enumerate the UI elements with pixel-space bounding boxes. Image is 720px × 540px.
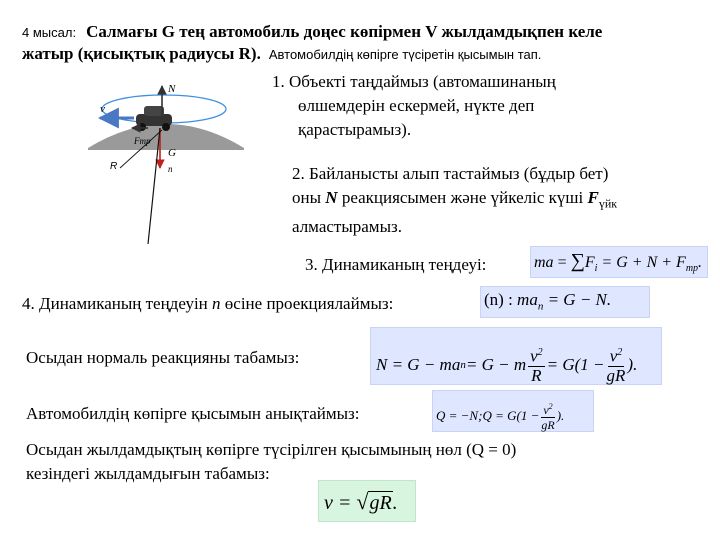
step-2-text-c: реакциясымен және үйкеліс күші <box>337 188 588 207</box>
step-1-line-3: қарастырамыз). <box>298 120 412 139</box>
label-n-top: N <box>168 83 176 95</box>
header-line-2 <box>22 44 541 64</box>
step-2-sub: үйк <box>598 196 618 211</box>
step-1 <box>272 70 556 142</box>
formula-4: (n) : $ma_n = G - N$. <box>484 290 612 313</box>
formula-7: v = √gR. <box>324 489 398 514</box>
step-7-line-1: Осыдан жылдамдықтың көпірге түсірілген қысымының нөл (Q = 0) <box>26 440 517 459</box>
label-ftr: Fтр <box>134 136 151 146</box>
step-5: Осыдан нормаль реакцияны табамыз: <box>26 348 300 367</box>
formula-3: ma = $\sum F_i = G + N + F_{тр}$. <box>534 250 703 275</box>
example-label: 4 мысал: <box>22 25 77 40</box>
bridge-diagram <box>88 68 258 248</box>
problem-statement-2-rest: Автомобилдің көпірге түсіретін қысымын тап. <box>268 47 542 62</box>
step-2-n: N <box>325 188 338 207</box>
label-g: G <box>168 147 176 159</box>
formula-6: Q = −N; Q = G(1 − $\frac{v^2}{gR}$ ). <box>436 402 565 432</box>
step-7-line-2: кезіндегі жылдамдығын табамыз: <box>26 464 270 483</box>
step-3: 3. Динамиканың теңдеуі: <box>305 255 487 274</box>
formula-5: N = G − ma n = G − m $\frac{v^2}{R}$ = G(1 − $\frac{v^2}{gR}$ ). <box>376 345 637 386</box>
step-2-line-1: 2. Байланысты алып тастаймыз (бұдыр бет) <box>292 164 609 183</box>
label-r: R <box>110 161 118 172</box>
step-4: 4. Динамиканың теңдеуін n өсіне проекциялаймыз: <box>22 294 394 313</box>
step-1-line-1: 1. Объекті таңдаймыз (автомашинаның <box>272 72 556 91</box>
label-v: v <box>100 103 105 115</box>
step-2-f: F <box>587 188 599 207</box>
step-1-line-2: өлшемдерін ескермей, нүкте деп <box>298 96 535 115</box>
label-n-bottom: n <box>168 164 173 174</box>
problem-statement-1: Салмағы G тең автомобиль доңес көпірмен V жылдамдықпен келе <box>86 22 603 41</box>
step-7 <box>26 438 706 486</box>
step-2-line-3: алмастырамыз. <box>292 217 402 237</box>
header-line-1 <box>22 22 602 42</box>
step-2-text-a: оны <box>292 188 326 207</box>
step-2-line-2 <box>292 186 617 215</box>
problem-statement-2-bold: жатыр (қисықтық радиусы R). <box>22 44 261 63</box>
step-6: Автомобилдің көпірге қысымын анықтаймыз: <box>26 404 360 423</box>
step-2 <box>292 162 617 239</box>
